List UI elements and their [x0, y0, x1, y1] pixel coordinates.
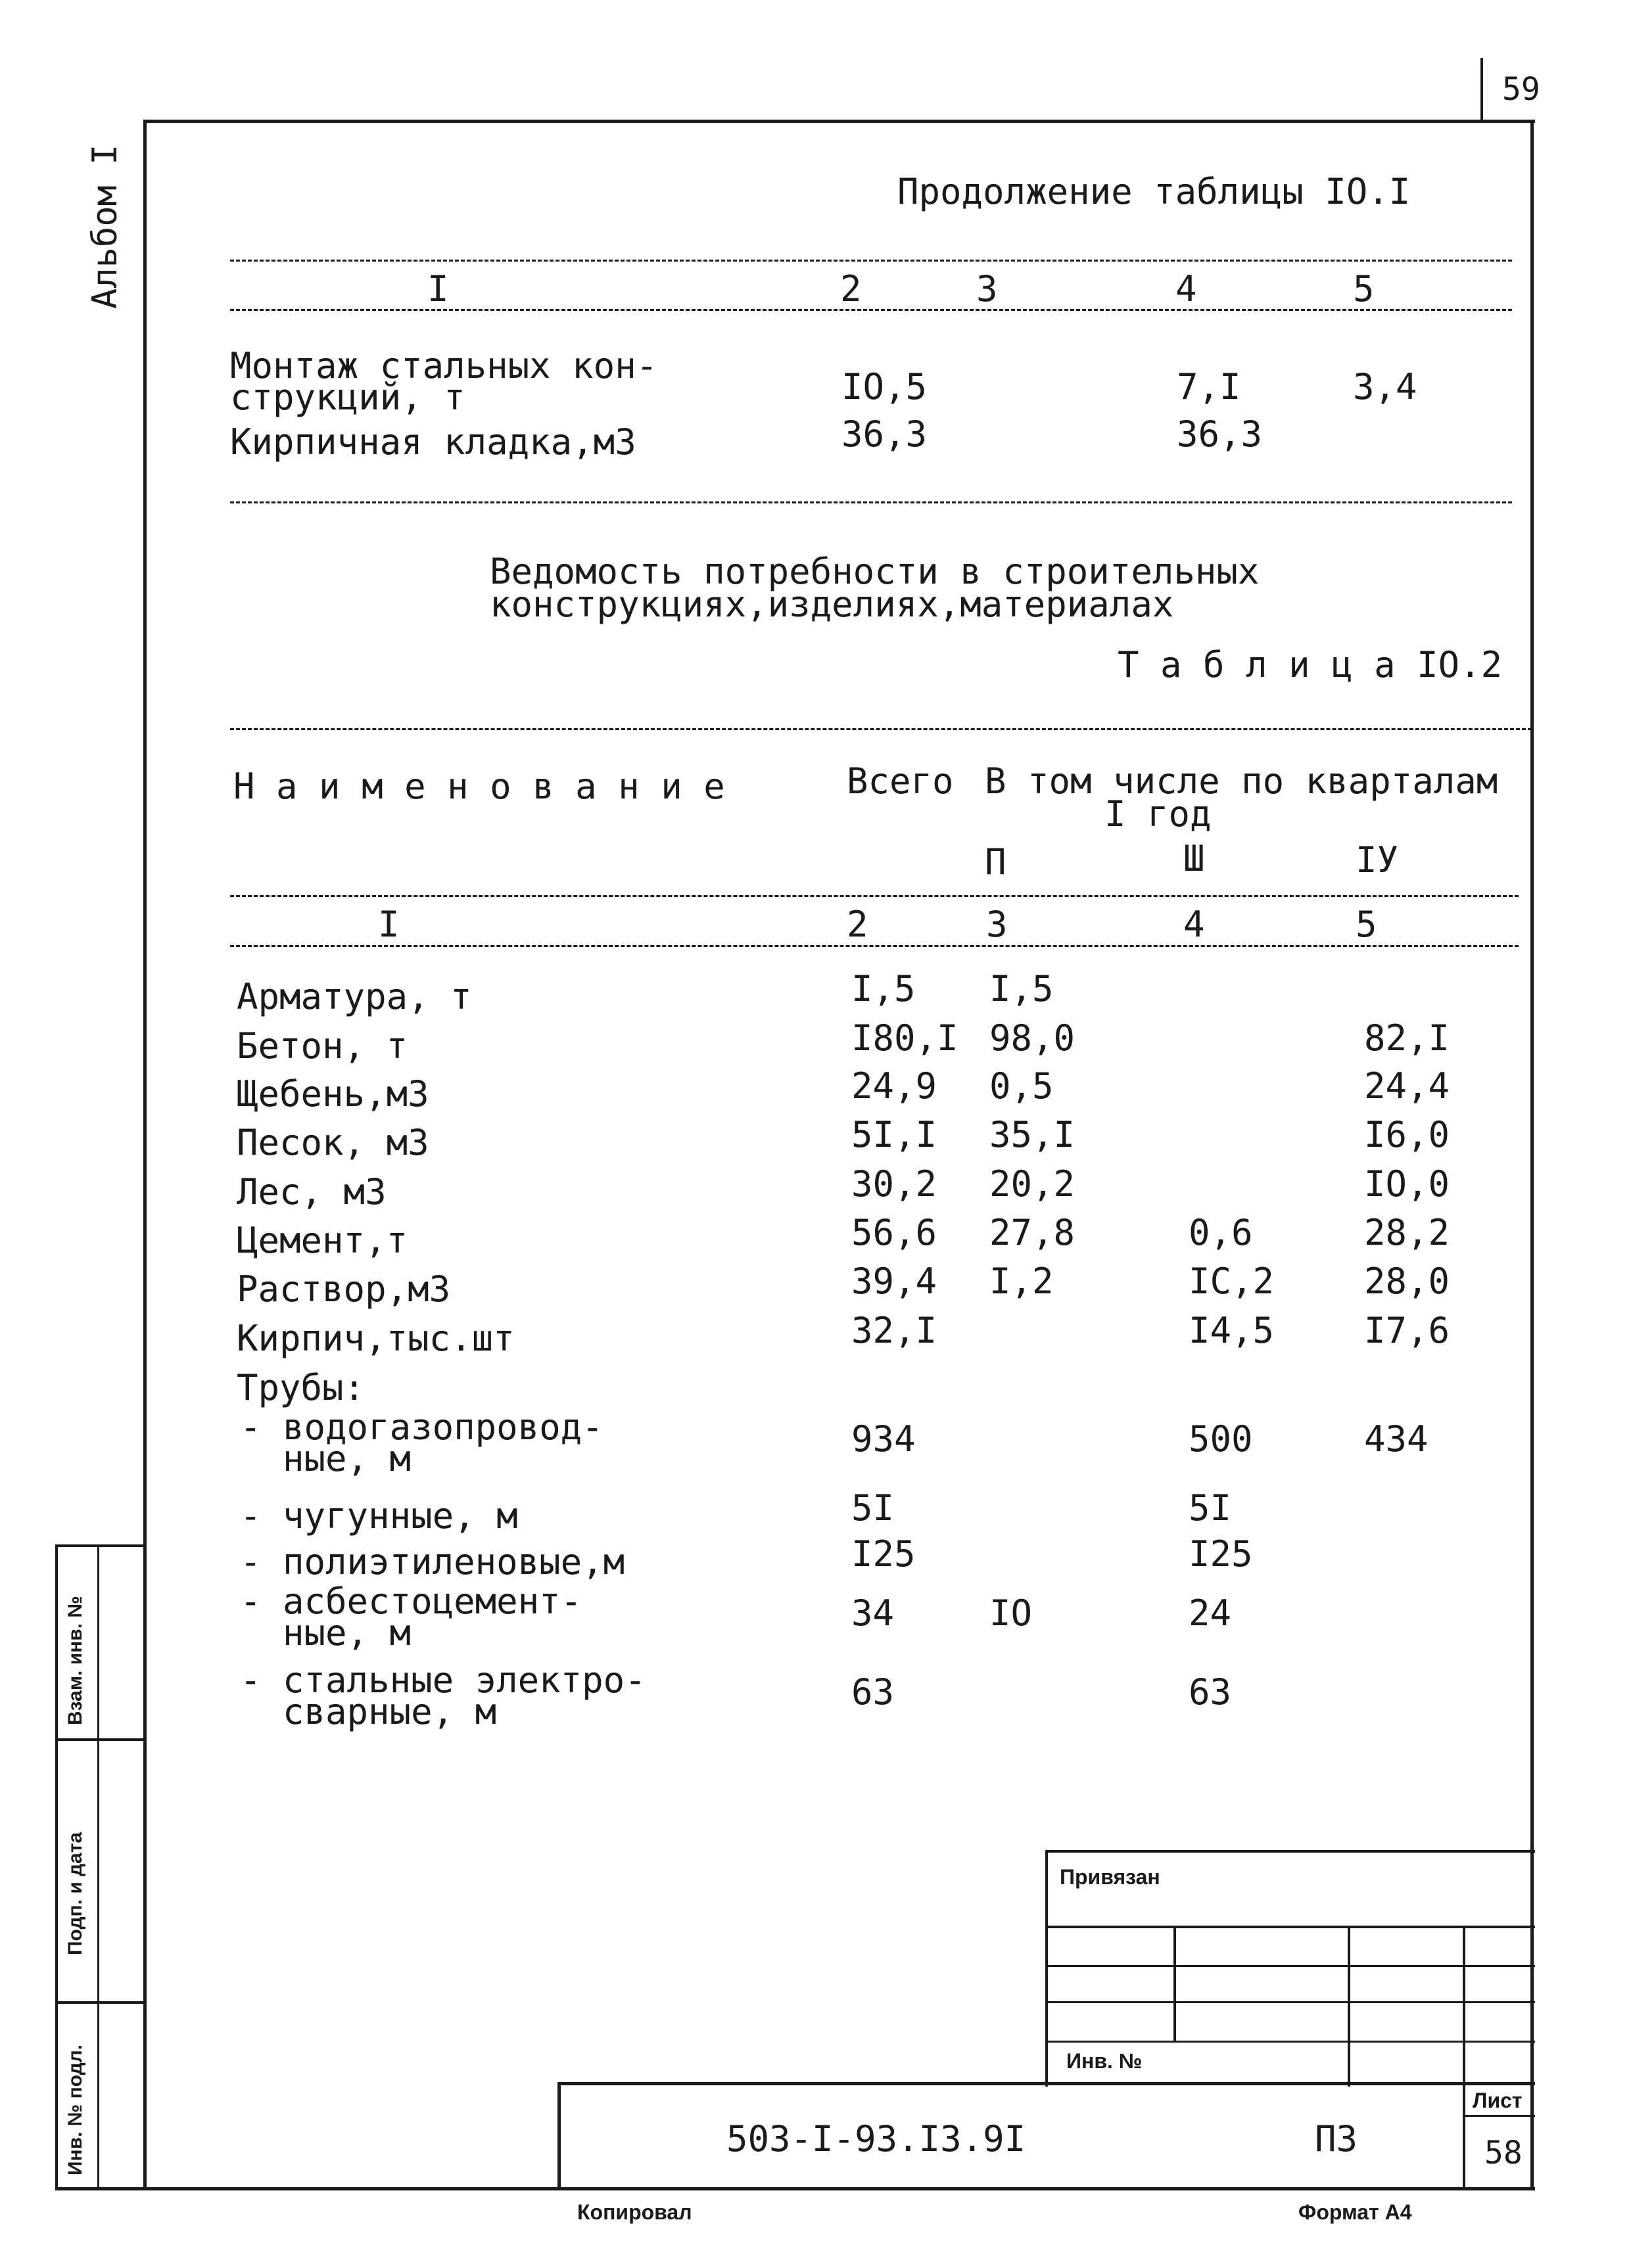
table2-cell-quarter-2: 0,5 — [989, 1065, 1054, 1107]
table2-cell-total: 32,I — [851, 1310, 937, 1351]
table2-cell-total: 34 — [851, 1592, 895, 1634]
table2-cell-quarter-3: 5I — [1189, 1487, 1232, 1529]
table2-cell-quarter-2: IO — [989, 1592, 1033, 1634]
table2-cell-total: I25 — [851, 1533, 916, 1575]
table2-header-total: Всего — [847, 760, 954, 802]
table2-cell-quarter-3: 0,6 — [1189, 1212, 1253, 1253]
frame-left — [143, 120, 147, 2190]
table2-row-name: Щебень,м3 — [237, 1073, 429, 1115]
table2-row-name-cont: ные, м — [283, 1438, 412, 1479]
table2-cell-quarter-4: I6,0 — [1364, 1114, 1450, 1155]
stamp-doc-section: ПЗ — [1315, 2118, 1358, 2160]
table2-quarter-2: П — [985, 841, 1006, 883]
stamp-format: Формат А4 — [1298, 2200, 1412, 2224]
table2-cell-total: 39,4 — [851, 1261, 937, 1302]
stamp-sheet-label: Лист — [1473, 2089, 1523, 2112]
stamp-privyazan: Привязан — [1060, 1865, 1160, 1889]
table2-header-year: I год — [1104, 793, 1212, 835]
table1-row-1-col4: 7,I — [1177, 366, 1241, 407]
table2-cell-quarter-2: I,5 — [989, 968, 1054, 1009]
table2-cell-quarter-3: IC,2 — [1189, 1261, 1275, 1302]
table2-row-name: Цемент,т — [237, 1220, 408, 1261]
table1-row-2-col2: 36,3 — [841, 413, 928, 455]
table1-row-1-name-line1: Монтаж стальных кон- — [230, 345, 658, 386]
table2-colnum-4: 4 — [1183, 904, 1205, 945]
table2-cell-total: I80,I — [851, 1017, 958, 1059]
table2-cell-total: 24,9 — [851, 1065, 937, 1107]
table2-quarter-4: IУ — [1356, 839, 1399, 881]
table2-cell-quarter-3: I4,5 — [1189, 1310, 1275, 1351]
table2-cell-quarter-3: 63 — [1189, 1671, 1232, 1713]
side-stamp-vzam-inv: Взам. инв. № — [64, 1596, 86, 1725]
table2-row-name: - чугунные, м — [240, 1495, 518, 1537]
table2-row-name: - стальные электро- — [240, 1659, 646, 1701]
table2-row-name: Песок, м3 — [237, 1122, 429, 1163]
table1-row-2-name: Кирпичная кладка,м3 — [230, 421, 636, 463]
table2-cell-quarter-2: 27,8 — [989, 1212, 1076, 1253]
table2-cell-total: 5I — [851, 1487, 895, 1529]
table2-row-name: - полиэтиленовые,м — [240, 1541, 625, 1583]
table1-caption: Продолжение таблицы IO.I — [897, 171, 1411, 212]
table1-header-3: 3 — [976, 268, 998, 310]
table2-cell-quarter-2: 98,0 — [989, 1017, 1076, 1059]
table2-row-name: Трубы: — [237, 1367, 366, 1408]
page-number: 59 — [1502, 71, 1540, 108]
table2-cell-quarter-4: 82,I — [1364, 1017, 1450, 1059]
album-label: Альбом I — [85, 144, 125, 309]
table2-row-name-cont: сварные, м — [283, 1691, 497, 1732]
stamp-copied: Копировал — [577, 2200, 692, 2224]
table2-cell-quarter-4: 28,0 — [1364, 1261, 1450, 1302]
table2-row-name: Бетон, т — [237, 1025, 408, 1067]
table2-cell-quarter-4: 28,2 — [1364, 1212, 1450, 1253]
table1-row-1-col2: IO,5 — [841, 366, 928, 407]
side-stamp-inv-podl: Инв. № подл. — [64, 2044, 86, 2175]
table1-header-5: 5 — [1353, 268, 1375, 310]
table2-cell-total: I,5 — [851, 968, 916, 1009]
table2-row-name: Раствор,м3 — [237, 1268, 451, 1310]
table1-header-2: 2 — [840, 268, 862, 310]
section-title-line2: конструкциях,изделиях,материалах — [490, 584, 1174, 625]
table2-cell-total: 56,6 — [851, 1212, 937, 1253]
table2-cell-quarter-4: I7,6 — [1364, 1310, 1450, 1351]
table2-cell-total: 934 — [851, 1418, 916, 1460]
stamp-inv-no: Инв. № — [1066, 2049, 1143, 2073]
table2-row-name: - асбестоцемент- — [240, 1581, 582, 1622]
table1-row-1-col5: 3,4 — [1353, 366, 1417, 407]
table2-label: Т а б л и ц а IO.2 — [1118, 644, 1503, 685]
table2-row-name: Лес, м3 — [237, 1171, 387, 1213]
table2-cell-quarter-4: 434 — [1364, 1418, 1429, 1460]
table2-cell-total: 63 — [851, 1671, 895, 1713]
table2-row-name: - водогазопровод- — [240, 1406, 603, 1448]
table2-cell-quarter-3: 500 — [1189, 1418, 1253, 1460]
table2-colnum-5: 5 — [1356, 904, 1377, 945]
table2-row-name: Арматура, т — [237, 976, 472, 1017]
table1-row-1-name-line2: струкций, т — [230, 377, 465, 418]
frame-bottom — [55, 2187, 1535, 2190]
table2-header-name: Н а и м е н о в а н и е — [233, 766, 725, 807]
table2-quarter-3: Ш — [1183, 838, 1205, 879]
table2-cell-quarter-4: 24,4 — [1364, 1065, 1450, 1107]
frame-right — [1530, 120, 1534, 2190]
table2-cell-quarter-2: I,2 — [989, 1261, 1054, 1302]
table2-row-name: Кирпич,тыс.шт — [237, 1318, 515, 1359]
table2-colnum-2: 2 — [847, 904, 868, 945]
table2-row-name-cont: ные, м — [283, 1612, 412, 1654]
stamp-sheet-number: 58 — [1484, 2135, 1523, 2171]
table1-header-4: 4 — [1175, 268, 1197, 310]
side-stamp-podp-data: Подп. и дата — [64, 1832, 86, 1955]
table2-cell-quarter-2: 35,I — [989, 1114, 1076, 1155]
table2-cell-quarter-2: 20,2 — [989, 1163, 1076, 1205]
table2-cell-quarter-3: 24 — [1189, 1592, 1232, 1634]
table2-colnum-1: I — [378, 904, 400, 945]
section-title-line1: Ведомость потребности в строительных — [490, 551, 1260, 592]
table2-colnum-3: 3 — [986, 904, 1008, 945]
frame-top — [143, 120, 1535, 123]
table1-header-1: I — [427, 268, 449, 310]
table2-header-quarters: В том числе по кварталам — [985, 760, 1498, 802]
stamp-doc-code: 503-I-93.I3.9I — [726, 2118, 1026, 2160]
table1-row-2-col4: 36,3 — [1177, 413, 1263, 455]
table2-cell-quarter-3: I25 — [1189, 1533, 1253, 1575]
table2-cell-total: 5I,I — [851, 1114, 937, 1155]
table2-cell-total: 30,2 — [851, 1163, 937, 1205]
table2-cell-quarter-4: IO,0 — [1364, 1163, 1450, 1205]
